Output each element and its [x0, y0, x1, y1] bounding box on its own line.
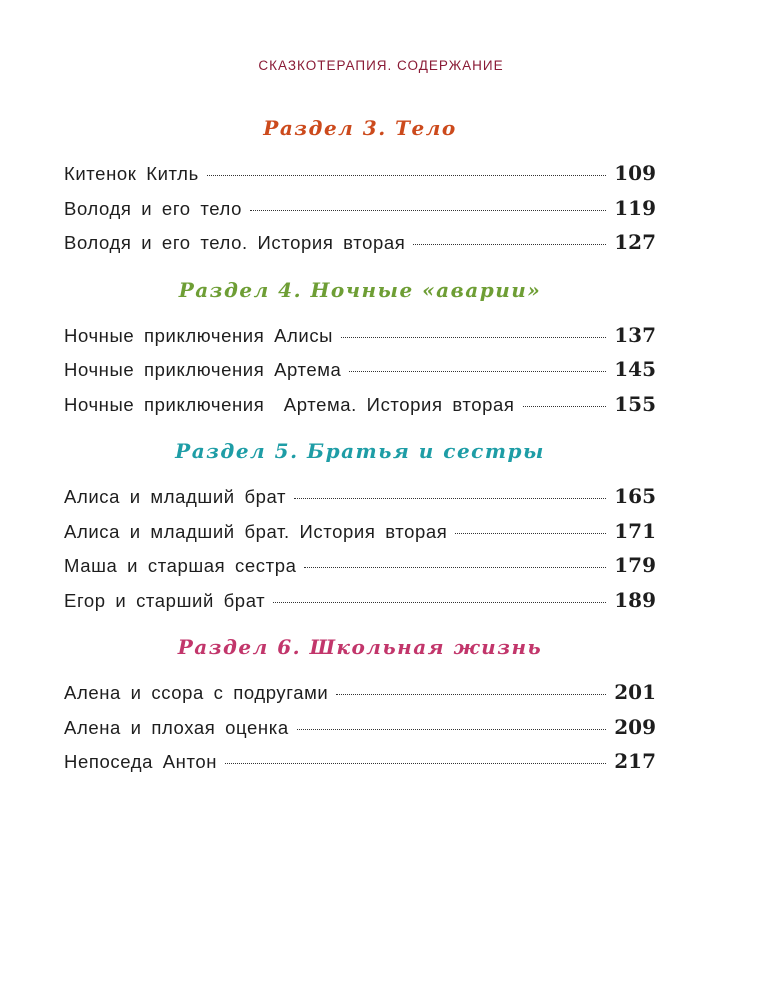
section-heading: Раздел 6. Школьная жизнь	[177, 635, 543, 659]
section-4	[64, 270, 656, 422]
entry-page-number: 179	[614, 553, 656, 577]
toc-entry	[64, 744, 656, 779]
dot-leader	[207, 175, 606, 176]
entry-title: Алиса и младший брат	[64, 486, 287, 507]
entry-title: Володя и его тело	[64, 197, 243, 219]
section-heading: Раздел 4. Ночные «аварии»	[178, 277, 542, 302]
toc-entry	[64, 225, 656, 260]
entry-title: Володя и его тело. История вторая	[64, 232, 406, 253]
entry-title: Ночные приключения Артема. История вторая	[64, 393, 515, 415]
toc-entry	[64, 675, 656, 710]
dot-leader	[455, 533, 606, 534]
section-6	[64, 627, 656, 779]
entry-page-number: 189	[614, 587, 656, 612]
toc-entry	[64, 479, 656, 514]
dot-leader	[273, 602, 606, 603]
entry-title: Егор и старший брат	[64, 589, 266, 611]
dot-leader	[294, 498, 606, 499]
dot-leader	[250, 210, 606, 211]
toc-entry	[64, 583, 656, 618]
toc-entry	[64, 514, 656, 549]
dot-leader	[349, 371, 606, 372]
dot-leader	[413, 244, 606, 245]
dot-leader	[297, 729, 607, 730]
entry-title: Алиса и младший брат. История вторая	[64, 520, 448, 542]
entry-page-number: 209	[614, 714, 656, 739]
entry-page-number: 127	[614, 230, 656, 254]
entry-page-number: 109	[614, 161, 656, 185]
entry-page-number: 155	[614, 391, 656, 416]
entry-page-number: 137	[614, 322, 656, 347]
entry-page-number: 119	[614, 195, 656, 220]
entry-title: Ночные приключения Алисы	[64, 324, 334, 346]
toc-entry	[64, 352, 656, 387]
entry-page-number: 201	[614, 680, 656, 704]
entry-title: Маша и старшая сестра	[64, 555, 297, 576]
section-3	[64, 108, 656, 260]
entry-title: Алена и плохая оценка	[64, 716, 289, 738]
entry-page-number: 217	[614, 749, 656, 773]
dot-leader	[523, 406, 607, 407]
dot-leader	[304, 567, 606, 568]
running-title: СКАЗКОТЕРАПИЯ. СОДЕРЖАНИЕ	[258, 58, 504, 73]
section-heading: Раздел 3. Тело	[263, 116, 457, 140]
entry-title: Ночные приключения Артема	[64, 359, 342, 380]
dot-leader	[336, 694, 606, 695]
toc-entry	[64, 191, 656, 226]
dot-leader	[341, 337, 606, 338]
entry-page-number: 165	[614, 484, 656, 508]
entry-page-number: 145	[614, 357, 656, 381]
section-heading: Раздел 5. Братья и сестры	[175, 439, 545, 463]
toc-entry	[64, 387, 656, 422]
toc-entry	[64, 710, 656, 745]
entry-page-number: 171	[614, 518, 656, 543]
dot-leader	[225, 763, 606, 764]
entry-title: Непоседа Антон	[64, 751, 218, 772]
table-of-contents	[64, 108, 656, 789]
entry-title: Китенок Китль	[64, 163, 199, 184]
toc-entry	[64, 548, 656, 583]
section-5	[64, 431, 656, 617]
entry-title: Алена и ссора с подругами	[64, 682, 329, 703]
toc-entry	[64, 318, 656, 353]
toc-entry	[64, 156, 656, 191]
